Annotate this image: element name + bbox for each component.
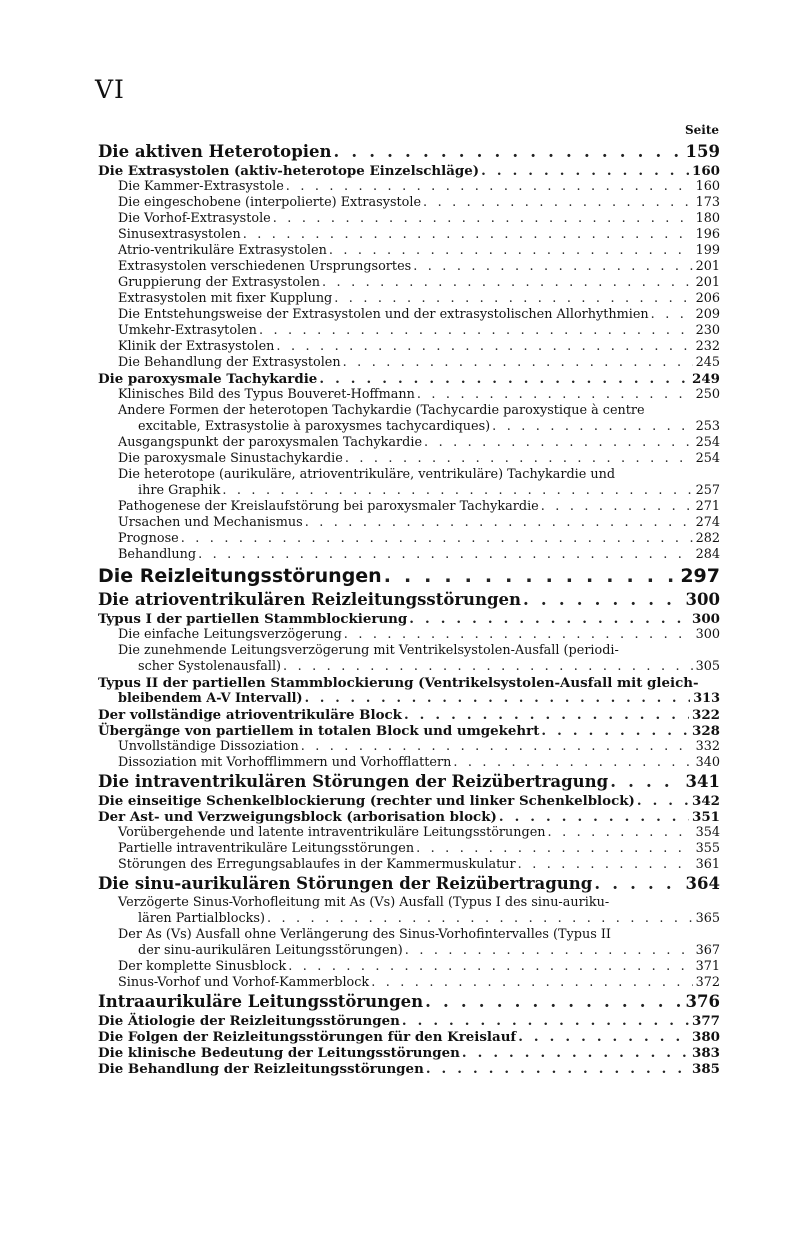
toc-entry [98, 627, 720, 643]
toc-entry [98, 467, 720, 499]
toc-entry-title: Vorübergehende und latente intraventrikuläre Leitungsstörungen [118, 825, 546, 840]
leader-dots [405, 943, 693, 959]
toc-entry-page: 230 [693, 323, 720, 339]
toc-entry-page: 313 [690, 691, 720, 707]
toc-entry [98, 895, 720, 927]
toc-entry-title: Der Ast- und Verzweigungsblock (arborisation block) [98, 809, 497, 825]
leader-dots [492, 419, 692, 435]
toc-entry-title: Die zunehmende Leitungsverzögerung mit Ventrikelsystolen-Ausfall (periodi- [118, 643, 619, 658]
toc-entry-title: Extrasystolen mit fixer Kupplung [118, 291, 333, 306]
toc-entry-page: 376 [683, 991, 720, 1013]
toc-entry-title: Sinus-Vorhof und Vorhof-Kammerblock [118, 975, 370, 990]
toc-entry-title: Extrasystolen verschiedenen Ursprungsortes [118, 259, 412, 274]
toc-entry [98, 179, 720, 195]
toc-entry-page: 340 [693, 755, 720, 771]
toc-entry-title: Die sinu-aurikulären Störungen der Reizübertragung [98, 874, 593, 893]
toc-entry-title: Die Extrasystolen (aktiv-heterotope Einzelschläge) [98, 163, 480, 179]
toc-entry-page: 245 [693, 355, 720, 371]
toc-entry-page: 328 [689, 723, 720, 739]
toc-entry [98, 291, 720, 307]
toc-entry-page: 351 [689, 809, 720, 825]
toc-entry-page: 372 [693, 975, 720, 991]
toc-entry [98, 515, 720, 531]
leader-dots [518, 857, 693, 873]
toc-entry-page: 196 [693, 227, 720, 243]
toc-entry-title: Unvollständige Dissoziation [118, 739, 299, 754]
leader-dots [301, 739, 693, 755]
toc-entry-page: 206 [693, 291, 720, 307]
toc-entry-page: 354 [693, 825, 720, 841]
toc-entry [98, 589, 720, 611]
leader-dots [267, 911, 693, 927]
toc-entry-title: Störungen des Erregungsablaufes in der Kammermuskulatur [118, 857, 516, 872]
toc-entry [98, 227, 720, 243]
toc-entry-page: 385 [689, 1061, 720, 1077]
toc-entry [98, 307, 720, 323]
leader-dots [453, 755, 692, 771]
leader-dots [334, 291, 692, 307]
toc-entry-page: 180 [693, 211, 720, 227]
toc-entry-title: Die Ätiologie der Reizleitungsstörungen [98, 1013, 400, 1029]
toc-entry-title: Prognose [118, 531, 179, 546]
leader-dots [425, 991, 682, 1013]
toc-entry [98, 259, 720, 275]
table-of-contents [98, 141, 720, 1077]
toc-entry-page: 249 [689, 371, 720, 387]
toc-entry-title: Die Entstehungsweise der Extrasystolen und der extrasystolischen Allorhythmien [118, 307, 649, 322]
toc-entry-page: 364 [683, 873, 720, 895]
toc-entry-title: Andere Formen der heterotopen Tachykardie (Tachycardie paroxystique à centre [118, 403, 645, 418]
toc-entry-title: Die klinische Bedeutung der Leitungsstörungen [98, 1045, 460, 1061]
leader-dots [541, 499, 693, 515]
toc-entry-title-cont: der sinu-aurikulären Leitungsstörungen) [138, 943, 403, 958]
toc-entry-page: 380 [689, 1029, 720, 1045]
toc-entry-title: Umkehr-Extrasytolen [118, 323, 257, 338]
toc-entry-title-cont: lären Partialblocks) [138, 911, 265, 926]
toc-entry-title: Die Reizleitungsstörungen [98, 565, 382, 587]
toc-entry-page: 254 [693, 451, 720, 467]
toc-entry [98, 451, 720, 467]
toc-entry-title: Klinik der Extrasystolen [118, 339, 275, 354]
leader-dots [198, 547, 693, 563]
leader-dots [462, 1045, 689, 1061]
toc-entry [98, 435, 720, 451]
toc-entry-page: 300 [689, 611, 720, 627]
toc-entry-page: 160 [693, 179, 720, 195]
toc-entry [98, 707, 720, 723]
toc-entry-title: Die Behandlung der Extrasystolen [118, 355, 341, 370]
toc-entry-page: 332 [693, 739, 720, 755]
leader-dots [322, 275, 693, 291]
leader-dots [283, 659, 693, 675]
toc-entry-title-cont: ihre Graphik [138, 483, 221, 498]
toc-entry-title: Die einfache Leitungsverzögerung [118, 627, 342, 642]
toc-entry-title: Dissoziation mit Vorhofflimmern und Vorhofflattern [118, 755, 452, 770]
toc-entry [98, 141, 720, 163]
leader-dots [404, 707, 689, 723]
toc-entry [98, 825, 720, 841]
toc-entry-page: 355 [693, 841, 720, 857]
toc-entry-title: Typus I der partiellen Stammblockierung [98, 611, 408, 627]
toc-entry [98, 1029, 720, 1045]
leader-dots [610, 771, 682, 793]
toc-entry [98, 927, 720, 959]
leader-dots [286, 179, 693, 195]
leader-dots [343, 355, 693, 371]
leader-dots [334, 141, 683, 163]
toc-entry-page: 209 [693, 307, 720, 323]
toc-entry [98, 547, 720, 563]
toc-entry-title: Typus II der partiellen Stammblockierung (Ventrikelsystolen-Ausfall mit gleich- [98, 675, 699, 691]
toc-entry-title: Sinusextrasystolen [118, 227, 241, 242]
toc-entry-title: Die Vorhof-Extrasystole [118, 211, 271, 226]
leader-dots [409, 611, 689, 627]
leader-dots [637, 793, 689, 809]
toc-entry-page: 274 [693, 515, 720, 531]
leader-dots [319, 371, 689, 387]
toc-entry-title-cont: excitable, Extrasystolie à paroxysmes tachycardiques) [138, 419, 491, 434]
leader-dots [417, 387, 693, 403]
toc-entry-page: 271 [693, 499, 720, 515]
leader-dots [276, 339, 692, 355]
toc-entry-title: Der komplette Sinusblock [118, 959, 287, 974]
leader-dots [424, 435, 693, 451]
leader-dots [413, 259, 692, 275]
leader-dots [423, 195, 693, 211]
toc-entry [98, 841, 720, 857]
toc-entry [98, 1061, 720, 1077]
toc-entry-title: Intraaurikuläre Leitungsstörungen [98, 992, 424, 1011]
toc-entry [98, 339, 720, 355]
toc-entry-title: Die einseitige Schenkelblockierung (rechter und linker Schenkelblock) [98, 793, 635, 809]
toc-entry-title: Der vollständige atrioventrikuläre Block [98, 707, 402, 723]
toc-entry-page: 300 [693, 627, 720, 643]
toc-entry [98, 275, 720, 291]
toc-entry-page: 282 [693, 531, 720, 547]
leader-dots [305, 515, 693, 531]
toc-entry-page: 371 [693, 959, 720, 975]
toc-entry-title: Die atrioventrikulären Reizleitungsstörungen [98, 590, 522, 609]
leader-dots [548, 825, 693, 841]
toc-entry [98, 857, 720, 873]
toc-entry-title: Verzögerte Sinus-Vorhofleitung mit As (Vs) Ausfall (Typus I des sinu-auriku- [118, 895, 610, 910]
toc-entry-page: 173 [693, 195, 720, 211]
toc-entry-page: 342 [689, 793, 720, 809]
toc-entry-title: Partielle intraventrikuläre Leitungsstörungen [118, 841, 415, 856]
leader-dots [181, 531, 693, 547]
toc-entry [98, 531, 720, 547]
toc-entry [98, 243, 720, 259]
toc-entry-title: Klinisches Bild des Typus Bouveret-Hoffmann [118, 387, 415, 402]
toc-entry [98, 675, 720, 707]
toc-entry-title: Die aktiven Heterotopien [98, 142, 332, 161]
leader-dots [426, 1061, 689, 1077]
leader-dots [481, 163, 689, 179]
leader-dots [416, 841, 692, 857]
toc-entry [98, 1013, 720, 1029]
toc-entry-page: 201 [693, 275, 720, 291]
toc-entry-page: 322 [689, 707, 720, 723]
leader-dots [499, 809, 689, 825]
toc-entry-page: 160 [689, 163, 720, 179]
toc-entry [98, 211, 720, 227]
leader-dots [594, 873, 682, 895]
toc-entry-title: Die Kammer-Extrasystole [118, 179, 284, 194]
toc-entry-title: Gruppierung der Extrasystolen [118, 275, 321, 290]
toc-entry-page: 300 [683, 589, 720, 611]
toc-entry [98, 403, 720, 435]
toc-entry-page: 297 [677, 563, 720, 589]
toc-entry [98, 163, 720, 179]
toc-entry-page: 365 [693, 911, 720, 927]
toc-entry-page: 257 [693, 483, 720, 499]
toc-entry [98, 355, 720, 371]
leader-dots [305, 691, 691, 707]
toc-entry-page: 305 [693, 659, 720, 675]
toc-entry-page: 159 [683, 141, 720, 163]
toc-entry [98, 771, 720, 793]
toc-entry-title: Die Behandlung der Reizleitungsstörungen [98, 1061, 424, 1077]
toc-entry-title: Ausgangspunkt der paroxysmalen Tachykardie [118, 435, 423, 450]
toc-entry [98, 643, 720, 675]
toc-entry [98, 793, 720, 809]
toc-entry-title: Atrio-ventrikuläre Extrasystolen [118, 243, 327, 258]
toc-entry-title: Die paroxysmale Sinustachykardie [118, 451, 343, 466]
toc-entry-page: 199 [693, 243, 720, 259]
toc-entry [98, 873, 720, 895]
page-number: VI [95, 75, 125, 104]
toc-entry [98, 611, 720, 627]
toc-entry-page: 284 [693, 547, 720, 563]
toc-entry-title: Ursachen und Mechanismus [118, 515, 303, 530]
toc-entry-title-cont: scher Systolenausfall) [138, 659, 282, 674]
leader-dots [384, 563, 678, 589]
toc-entry-page: 253 [693, 419, 720, 435]
leader-dots [259, 323, 693, 339]
toc-entry-title: Die Folgen der Reizleitungsstörungen für den Kreislauf [98, 1029, 517, 1045]
toc-entry [98, 755, 720, 771]
toc-entry [98, 371, 720, 387]
toc-entry-title: Pathogenese der Kreislaufstörung bei paroxysmaler Tachykardie [118, 499, 539, 514]
toc-entry [98, 499, 720, 515]
toc-entry-title: Die eingeschobene (interpolierte) Extrasystole [118, 195, 422, 210]
leader-dots [345, 451, 693, 467]
leader-dots [288, 959, 692, 975]
toc-entry-page: 232 [693, 339, 720, 355]
toc-entry-page: 367 [693, 943, 720, 959]
leader-dots [243, 227, 693, 243]
toc-entry [98, 975, 720, 991]
leader-dots [344, 627, 693, 643]
toc-entry [98, 195, 720, 211]
toc-entry-page: 201 [693, 259, 720, 275]
leader-dots [222, 483, 692, 499]
leader-dots [518, 1029, 689, 1045]
toc-entry [98, 991, 720, 1013]
toc-entry-title: Der As (Vs) Ausfall ohne Verlängerung des Sinus-Vorhofintervalles (Typus II [118, 927, 611, 942]
toc-entry-page: 377 [689, 1013, 720, 1029]
toc-entry-title: Die intraventrikulären Störungen der Reizübertragung [98, 772, 609, 791]
toc-entry-title: Übergänge von partiellem in totalen Block und umgekehrt [98, 723, 540, 739]
toc-entry-page: 254 [693, 435, 720, 451]
toc-entry [98, 809, 720, 825]
leader-dots [329, 243, 693, 259]
leader-dots [523, 589, 683, 611]
leader-dots [402, 1013, 689, 1029]
toc-entry-page: 250 [693, 387, 720, 403]
toc-entry [98, 563, 720, 589]
toc-entry-title: Die heterotope (aurikuläre, atrioventrikuläre, ventrikuläre) Tachykardie und [118, 467, 616, 482]
toc-entry-title-cont: bleibendem A-V Intervall) [118, 691, 303, 706]
leader-dots [541, 723, 689, 739]
leader-dots [273, 211, 693, 227]
toc-entry [98, 739, 720, 755]
toc-entry-title: Behandlung [118, 547, 197, 562]
toc-entry-page: 383 [689, 1045, 720, 1061]
toc-entry [98, 723, 720, 739]
leader-dots [651, 307, 693, 323]
toc-entry [98, 1045, 720, 1061]
leader-dots [371, 975, 692, 991]
toc-entry-title: Die paroxysmale Tachykardie [98, 371, 318, 387]
toc-entry-page: 341 [683, 771, 720, 793]
toc-entry [98, 323, 720, 339]
toc-entry [98, 959, 720, 975]
seite-label: Seite [684, 123, 719, 137]
toc-entry [98, 387, 720, 403]
toc-entry-page: 361 [693, 857, 720, 873]
